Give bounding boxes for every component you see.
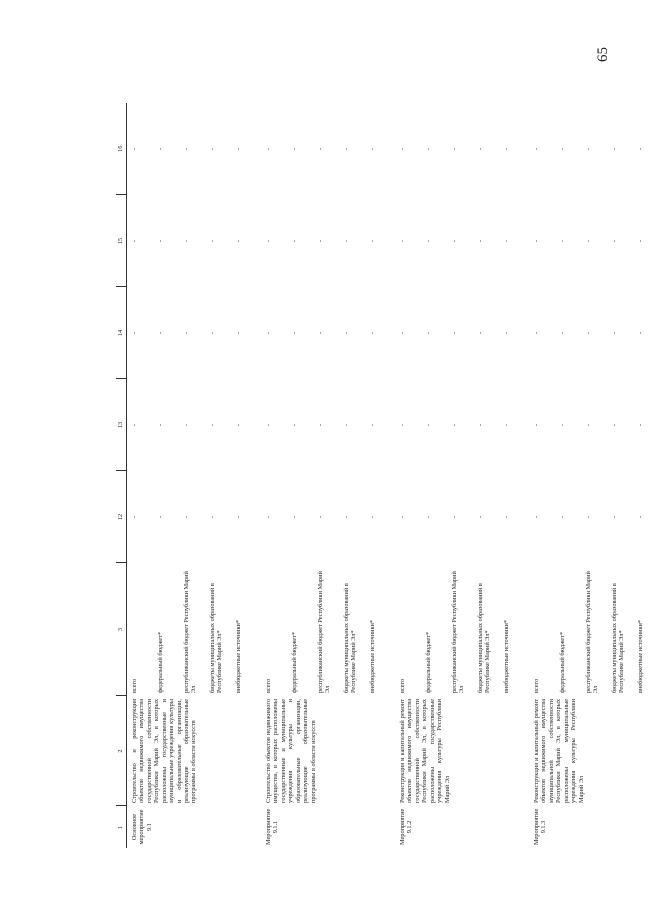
value: - bbox=[235, 239, 242, 243]
funding-source: бюджеты муниципальных образований в Республике Марий Эл* bbox=[343, 583, 358, 693]
row-sources-cell bbox=[395, 563, 529, 696]
row-description-cell: Реконструкция и капитальный ремонт объектов недвижимого имущества государственной собственности Республики Марий Эл, в которых расположены государственные учреждения культуры Республики Марий Эл bbox=[399, 699, 451, 803]
funding-source: республиканский бюджет Республики Марий Эл bbox=[183, 571, 198, 693]
funding-source: федеральный бюджет* bbox=[291, 631, 298, 693]
value: - bbox=[291, 423, 298, 427]
value-cell bbox=[395, 471, 529, 563]
value: - bbox=[585, 147, 592, 151]
funding-source: бюджеты муниципальных образований в Республике Марий Эл* bbox=[477, 583, 492, 693]
value: - bbox=[343, 239, 350, 243]
value: - bbox=[131, 423, 138, 427]
value-cell bbox=[529, 103, 663, 195]
row-id-cell: Мероприятие 9.1.3 bbox=[533, 808, 548, 845]
table-row bbox=[261, 103, 395, 848]
value: - bbox=[637, 515, 644, 519]
value: - bbox=[451, 239, 458, 243]
row-sources-cell bbox=[127, 563, 262, 696]
value: - bbox=[425, 331, 432, 335]
value: - bbox=[585, 515, 592, 519]
funding-source: республиканский бюджет Республики Марий Эл bbox=[451, 571, 466, 693]
value: - bbox=[317, 239, 324, 243]
header-col-3: 3 bbox=[116, 563, 127, 696]
value: - bbox=[533, 515, 540, 519]
value-cell bbox=[529, 195, 663, 287]
funding-source: федеральный бюджет* bbox=[559, 631, 566, 693]
value: - bbox=[477, 147, 484, 151]
value-cell bbox=[395, 287, 529, 379]
row-id-cell: Основное мероприятие 9.1 bbox=[131, 809, 153, 845]
value: - bbox=[131, 239, 138, 243]
row-sources-cell bbox=[529, 563, 663, 696]
value-cell bbox=[261, 103, 395, 195]
funding-source: внебюджетные источники* bbox=[503, 619, 510, 693]
value: - bbox=[183, 147, 190, 151]
value: - bbox=[533, 331, 540, 335]
value: - bbox=[399, 515, 406, 519]
value: - bbox=[611, 331, 618, 335]
value: - bbox=[611, 515, 618, 519]
value: - bbox=[503, 331, 510, 335]
value: - bbox=[585, 423, 592, 427]
value: - bbox=[209, 147, 216, 151]
value-cell bbox=[529, 287, 663, 379]
funding-source: республиканский бюджет Республики Марий Эл bbox=[585, 571, 600, 693]
value: - bbox=[425, 147, 432, 151]
funding-source: внебюджетные источники* bbox=[235, 619, 242, 693]
header-col-12: 12 bbox=[116, 471, 127, 563]
value: - bbox=[503, 515, 510, 519]
value: - bbox=[291, 239, 298, 243]
value: - bbox=[559, 239, 566, 243]
value: - bbox=[369, 331, 376, 335]
value: - bbox=[637, 331, 644, 335]
value: - bbox=[265, 331, 272, 335]
value: - bbox=[343, 331, 350, 335]
funding-source: всего bbox=[131, 678, 138, 693]
row-id-cell: Мероприятие 9.1.2 bbox=[399, 808, 414, 845]
value-cell bbox=[529, 379, 663, 471]
value: - bbox=[235, 147, 242, 151]
value: - bbox=[477, 423, 484, 427]
value: - bbox=[317, 515, 324, 519]
value: - bbox=[157, 423, 164, 427]
row-sources-cell bbox=[261, 563, 395, 696]
value: - bbox=[477, 331, 484, 335]
value: - bbox=[209, 331, 216, 335]
value: - bbox=[611, 423, 618, 427]
value: - bbox=[131, 147, 138, 151]
value: - bbox=[399, 331, 406, 335]
value: - bbox=[533, 147, 540, 151]
value: - bbox=[183, 331, 190, 335]
value: - bbox=[451, 515, 458, 519]
header-col-2: 2 bbox=[116, 696, 127, 806]
budget-table bbox=[116, 103, 663, 848]
rotated-table-container bbox=[116, 103, 644, 848]
value: - bbox=[451, 147, 458, 151]
table-header-row bbox=[116, 103, 127, 848]
value: - bbox=[265, 515, 272, 519]
value: - bbox=[265, 239, 272, 243]
value-cell bbox=[529, 471, 663, 563]
value: - bbox=[559, 423, 566, 427]
value-cell bbox=[127, 195, 262, 287]
header-col-14: 14 bbox=[116, 287, 127, 379]
value-cell bbox=[127, 379, 262, 471]
value: - bbox=[291, 515, 298, 519]
funding-source: республиканский бюджет Республики Марий Эл bbox=[317, 571, 332, 693]
value: - bbox=[183, 515, 190, 519]
value: - bbox=[209, 239, 216, 243]
value: - bbox=[131, 331, 138, 335]
value: - bbox=[157, 515, 164, 519]
header-col-13: 13 bbox=[116, 379, 127, 471]
value: - bbox=[235, 423, 242, 427]
value: - bbox=[503, 147, 510, 151]
funding-source: бюджеты муниципальных образований в Республике Марий Эл* bbox=[209, 583, 224, 693]
value: - bbox=[183, 239, 190, 243]
funding-source: федеральный бюджет* bbox=[425, 631, 432, 693]
funding-source: внебюджетные источники* bbox=[637, 619, 644, 693]
value: - bbox=[209, 515, 216, 519]
value-cell bbox=[395, 195, 529, 287]
value: - bbox=[317, 331, 324, 335]
value: - bbox=[157, 239, 164, 243]
value: - bbox=[477, 239, 484, 243]
value: - bbox=[209, 423, 216, 427]
value: - bbox=[317, 423, 324, 427]
value: - bbox=[503, 423, 510, 427]
value: - bbox=[157, 147, 164, 151]
value: - bbox=[451, 423, 458, 427]
value-cell bbox=[261, 287, 395, 379]
value: - bbox=[369, 423, 376, 427]
value: - bbox=[235, 515, 242, 519]
funding-source: всего bbox=[265, 678, 272, 693]
value-cell bbox=[395, 103, 529, 195]
value: - bbox=[343, 423, 350, 427]
value-cell bbox=[261, 471, 395, 563]
value: - bbox=[611, 147, 618, 151]
value: - bbox=[451, 331, 458, 335]
funding-source: внебюджетные источники* bbox=[369, 619, 376, 693]
value: - bbox=[157, 331, 164, 335]
row-description-cell: Строительство объектов недвижимого имущества, в которых расположены государственные и муниципальные учреждения культуры и образовательные организации, реализующие образовательные программы в области искусств bbox=[265, 699, 317, 803]
value: - bbox=[343, 515, 350, 519]
value: - bbox=[399, 239, 406, 243]
value: - bbox=[559, 515, 566, 519]
value: - bbox=[265, 423, 272, 427]
value: - bbox=[291, 147, 298, 151]
value: - bbox=[425, 515, 432, 519]
table-row bbox=[529, 103, 663, 848]
value-cell bbox=[261, 195, 395, 287]
value: - bbox=[559, 331, 566, 335]
value: - bbox=[611, 239, 618, 243]
value: - bbox=[183, 423, 190, 427]
value: - bbox=[343, 147, 350, 151]
funding-source: всего bbox=[399, 678, 406, 693]
funding-source: бюджеты муниципальных образований в Республике Марий Эл* bbox=[611, 583, 626, 693]
value: - bbox=[637, 423, 644, 427]
value: - bbox=[399, 147, 406, 151]
value: - bbox=[503, 239, 510, 243]
value: - bbox=[369, 515, 376, 519]
value-cell bbox=[127, 103, 262, 195]
value: - bbox=[235, 331, 242, 335]
page-number: 65 bbox=[595, 47, 611, 62]
funding-source: федеральный бюджет* bbox=[157, 631, 164, 693]
value: - bbox=[533, 239, 540, 243]
value: - bbox=[637, 147, 644, 151]
funding-source: всего bbox=[533, 678, 540, 693]
row-id-cell: Мероприятие 9.1.1 bbox=[265, 808, 280, 845]
value: - bbox=[369, 239, 376, 243]
header-col-15: 15 bbox=[116, 195, 127, 287]
value: - bbox=[131, 515, 138, 519]
value: - bbox=[477, 515, 484, 519]
value: - bbox=[399, 423, 406, 427]
row-description-cell: Строительство и реконструкция объектов недвижимого имущества государственной собственности Республики Марий Эл, в которых расположены государственные и муниципальные учреждения культуры и образовательные организации, реализующие образовательные программы в области искусств bbox=[131, 699, 198, 803]
table-row bbox=[127, 103, 262, 848]
table-row bbox=[395, 103, 529, 848]
value: - bbox=[425, 423, 432, 427]
value-cell bbox=[127, 287, 262, 379]
header-col-1: 1 bbox=[116, 806, 127, 848]
row-description-cell: Реконструкция и капитальный ремонт объектов недвижимого имущества муниципальной собственности Республики Марий Эл, в которых расположены муниципальные учреждения культуры Республики Марий Эл bbox=[533, 699, 585, 803]
value: - bbox=[425, 239, 432, 243]
value: - bbox=[317, 147, 324, 151]
value: - bbox=[291, 331, 298, 335]
value-cell bbox=[127, 471, 262, 563]
value: - bbox=[585, 331, 592, 335]
value: - bbox=[369, 147, 376, 151]
value: - bbox=[265, 147, 272, 151]
value: - bbox=[533, 423, 540, 427]
value-cell bbox=[395, 379, 529, 471]
header-col-16: 16 bbox=[116, 103, 127, 195]
value: - bbox=[559, 147, 566, 151]
value: - bbox=[637, 239, 644, 243]
value: - bbox=[585, 239, 592, 243]
value-cell bbox=[261, 379, 395, 471]
